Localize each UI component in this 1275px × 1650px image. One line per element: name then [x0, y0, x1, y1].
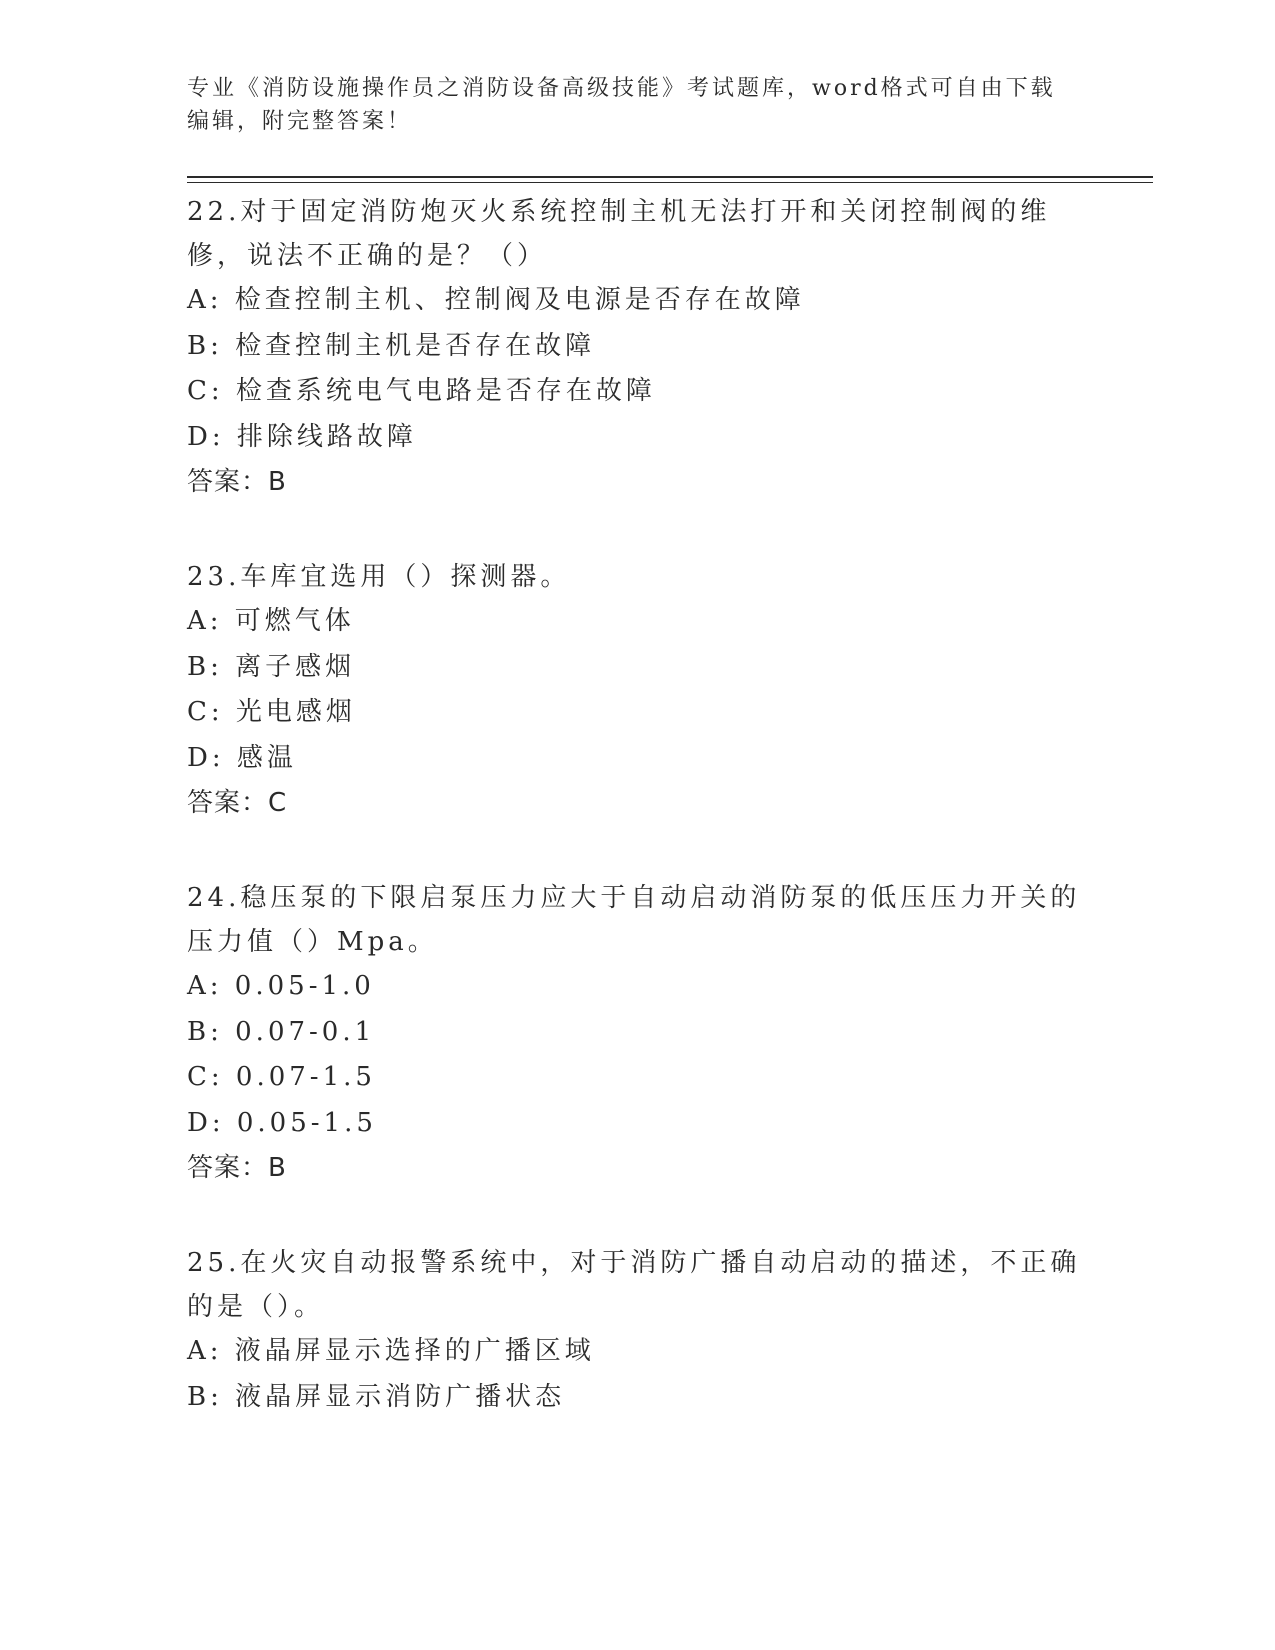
- option-a: A: 检查控制主机、控制阀及电源是否存在故障: [187, 285, 805, 315]
- question-list: [187, 190, 1087, 1470]
- answer: 答案：B: [187, 1153, 287, 1183]
- document-header: 专业《消防设施操作员之消防设备高级技能》考试题库，word格式可自由下载编辑，附完整答案！: [187, 76, 1056, 134]
- option-d: D: 0.05-1.5: [187, 1107, 377, 1138]
- option-a: A: 可燃气体: [187, 606, 355, 636]
- question-25: [187, 1241, 1087, 1420]
- option-c: C: 检查系统电气电路是否存在故障: [187, 376, 656, 406]
- option-c: C: 光电感烟: [187, 697, 356, 727]
- answer: 答案：B: [187, 467, 287, 497]
- question-stem: 24.稳压泵的下限启泵压力应大于自动启动消防泵的低压压力开关的压力值（）Mpa。: [187, 883, 1081, 957]
- option-d: D: 排除线路故障: [187, 421, 417, 452]
- option-c: C: 0.07-1.5: [187, 1062, 376, 1092]
- question-22: [187, 190, 1087, 505]
- question-24: [187, 876, 1087, 1191]
- option-b: B: 离子感烟: [187, 651, 356, 682]
- question-23: [187, 555, 1087, 826]
- header-divider-thin: [187, 182, 1153, 183]
- option-d: D: 感温: [187, 742, 297, 773]
- header-divider-thick: [187, 176, 1153, 178]
- option-b: B: 0.07-0.1: [187, 1016, 376, 1047]
- option-b: B: 检查控制主机是否存在故障: [187, 330, 596, 361]
- question-stem: 23.车库宜选用（）探测器。: [187, 562, 571, 592]
- option-a: A: 0.05-1.0: [187, 971, 375, 1001]
- option-b: B: 液晶屏显示消防广播状态: [187, 1381, 566, 1412]
- question-stem: 25.在火灾自动报警系统中，对于消防广播自动启动的描述，不正确的是（）。: [187, 1248, 1081, 1322]
- option-a: A: 液晶屏显示选择的广播区域: [187, 1336, 595, 1366]
- question-stem: 22.对于固定消防炮灭火系统控制主机无法打开和关闭控制阀的维修，说法不正确的是？（）: [187, 197, 1051, 271]
- answer: 答案：C: [187, 788, 288, 818]
